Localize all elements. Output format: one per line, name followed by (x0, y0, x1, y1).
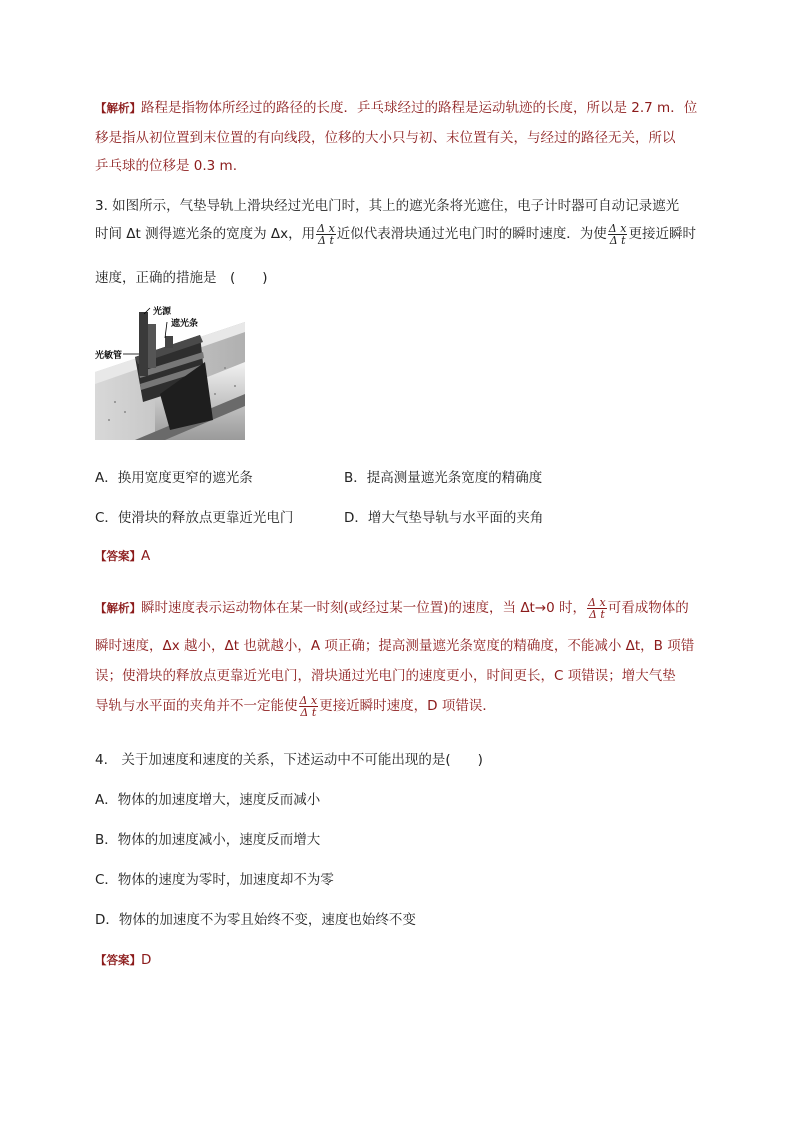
q3-stem-text-b: 近似代表滑块通过光电门时的瞬时速度．为使 (336, 226, 607, 242)
delta-x-over-delta-t (316, 223, 336, 246)
analysis-text: 导轨与水平面的夹角并不一定能使 (95, 698, 298, 714)
q3-stem-line-3: 速度，正确的措施是 ( ) (95, 270, 268, 286)
label-photosensor: 光敏管 (95, 351, 123, 361)
q4-option-c: C．物体的速度为零时，加速度却不为零 (95, 872, 334, 888)
fraction-denominator: Δ t (609, 233, 626, 247)
analysis-1-line-2: 移是指从初位置到末位置的有向线段，位移的大小只与初、末位置有关，与经过的路径无关，所以 (95, 130, 676, 146)
analysis-text: 更接近瞬时速度，D 项错误． (319, 698, 496, 714)
q4-answer (95, 952, 151, 968)
answer-value: D (141, 952, 152, 968)
analysis-1-line-1 (95, 96, 697, 116)
q3-answer (95, 548, 150, 564)
analysis-tag: 【解析】 (95, 101, 141, 115)
analysis-text: 可看成物体的 (607, 600, 689, 616)
air-track-photo (95, 302, 245, 440)
answer-tag: 【答案】 (95, 549, 141, 563)
q4-option-a: A．物体的加速度增大，速度反而减小 (95, 792, 321, 808)
q3-stem-text-a: 时间 Δt 测得遮光条的宽度为 Δx，用 (95, 226, 316, 242)
q3-option-d: D．增大气垫导轨与水平面的夹角 (344, 510, 544, 526)
delta-x-over-delta-t (299, 695, 319, 718)
q3-analysis-line-3: 误；使滑块的释放点更靠近光电门，滑块通过光电门的速度更小，时间更长，C 项错误；增大气垫 (95, 668, 676, 684)
q3-option-c: C．使滑块的释放点更靠近光电门 (95, 510, 294, 526)
label-light-source: 光源 (153, 307, 172, 317)
q4-option-d: D．物体的加速度不为零且始终不变，速度也始终不变 (95, 912, 416, 928)
q3-stem-text-c: 更接近瞬时 (628, 226, 696, 242)
delta-x-over-delta-t (608, 223, 628, 246)
fraction-numerator: Δ x (317, 221, 335, 235)
air-track-figure (95, 302, 245, 440)
fraction-numerator: Δ x (608, 221, 627, 235)
q3-option-b: B．提高测量遮光条宽度的精确度 (344, 470, 543, 486)
q3-stem-line-1: 3. 如图所示，气垫导轨上滑块经过光电门时，其上的遮光条将光遮住，电子计时器可自动记录遮光 (95, 198, 680, 214)
answer-tag: 【答案】 (95, 953, 141, 967)
fraction-denominator: Δ t (588, 607, 605, 621)
analysis-text: 路程是指物体所经过的路径的长度．乒乓球经过的路程是运动轨迹的长度，所以是 2.7 m．位 (141, 100, 698, 116)
q3-analysis-line-4 (95, 694, 496, 718)
q4-stem: 4. 关于加速度和速度的关系，下述运动中不可能出现的是( ) (95, 752, 483, 768)
analysis-text: 瞬时速度表示运动物体在某一时刻(或经过某一位置)的速度，当 Δt→0 时， (141, 600, 587, 616)
q3-stem-line-2 (95, 222, 696, 246)
q3-option-a: A．换用宽度更窄的遮光条 (95, 470, 253, 486)
analysis-tag: 【解析】 (95, 601, 141, 615)
q3-analysis-line-1 (95, 596, 689, 620)
fraction-numerator: Δ x (299, 693, 318, 707)
answer-value: A (141, 548, 151, 564)
analysis-1-line-3: 乒乓球的位移是 0.3 m. (95, 158, 237, 174)
fraction-numerator: Δ x (588, 595, 606, 609)
fraction-denominator: Δ t (300, 705, 317, 719)
q3-analysis-line-2: 瞬时速度，Δx 越小，Δt 也就越小，A 项正确；提高测量遮光条宽度的精确度，不能减小 Δt，B 项错 (95, 638, 695, 654)
label-shading-strip: 遮光条 (171, 319, 199, 329)
q4-option-b: B．物体的加速度减小，速度反而增大 (95, 832, 321, 848)
delta-x-over-delta-t (587, 597, 607, 620)
fraction-denominator: Δ t (318, 233, 334, 247)
